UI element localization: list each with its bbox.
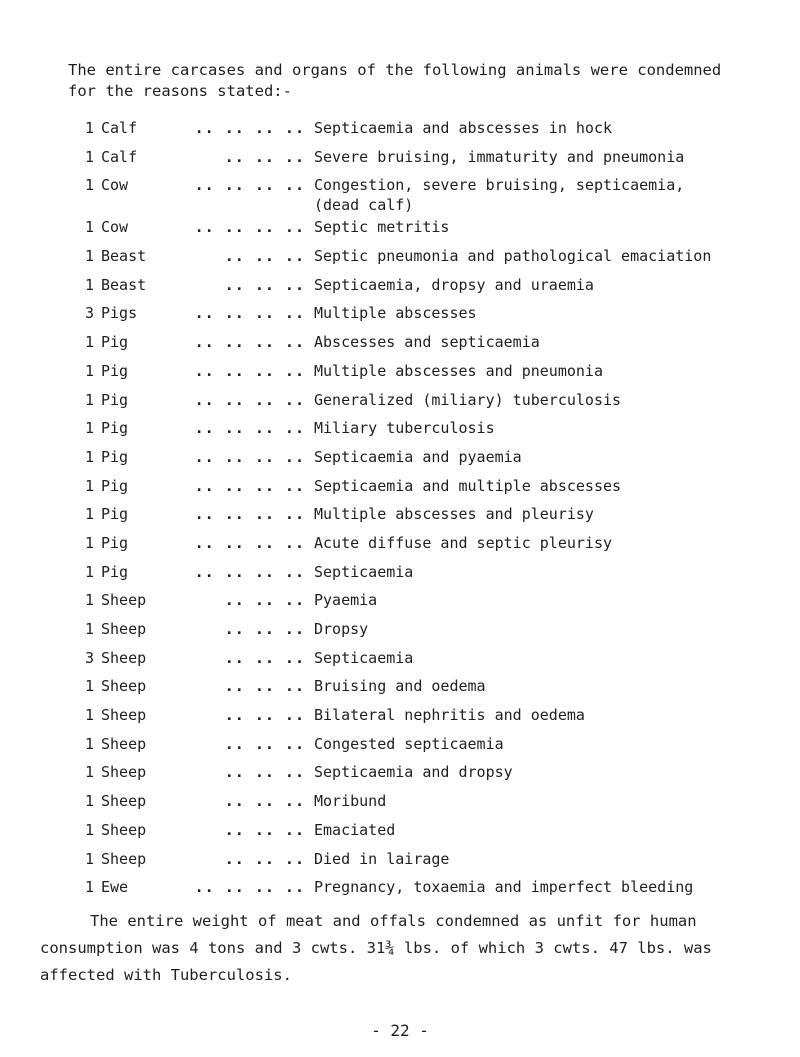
item-leader-dots: .. .. .. xyxy=(224,247,305,266)
item-leader-dots: .. .. .. xyxy=(224,706,305,725)
item-animal: Pig xyxy=(101,533,129,552)
list-item xyxy=(0,246,800,275)
item-leader-dots: .. .. .. .. xyxy=(194,119,305,137)
item-animal: Pig xyxy=(101,390,129,409)
list-item xyxy=(0,648,800,677)
item-leader-dots: .. .. .. xyxy=(224,147,305,166)
item-leader-dots: .. .. .. .. xyxy=(194,476,305,495)
item-count: 1 xyxy=(85,734,95,753)
list-item xyxy=(0,175,800,217)
list-item xyxy=(0,849,800,878)
item-animal: Calf xyxy=(101,147,138,166)
intro-paragraph xyxy=(68,60,758,102)
intro-line-2: for the reasons stated:- xyxy=(68,82,292,100)
item-count: 1 xyxy=(85,820,95,839)
item-count: 1 xyxy=(85,562,95,581)
item-leader-dots: .. .. .. xyxy=(224,820,305,839)
item-count: 1 xyxy=(85,419,95,438)
item-reason: Multiple abscesses xyxy=(314,304,477,323)
item-reason: Miliary tuberculosis xyxy=(314,419,495,438)
summary-line-2: consumption was 4 tons and 3 cwts. 31¾ lbs. of which 3 cwts. 47 lbs. was xyxy=(40,939,712,957)
item-animal: Sheep xyxy=(101,734,147,753)
item-count: 3 xyxy=(85,648,95,667)
item-animal: Pig xyxy=(101,419,129,438)
list-item xyxy=(0,275,800,304)
item-leader-dots: .. .. .. .. xyxy=(194,533,305,552)
item-count: 1 xyxy=(85,591,95,610)
item-animal: Beast xyxy=(101,247,147,266)
list-item xyxy=(0,418,800,447)
item-leader-dots: .. .. .. .. xyxy=(194,218,305,237)
item-leader-dots: .. .. .. .. xyxy=(194,361,305,380)
list-item xyxy=(0,147,800,176)
item-reason: Bruising and oedema xyxy=(314,677,486,696)
item-count: 1 xyxy=(85,247,95,266)
item-animal: Pig xyxy=(101,562,129,581)
item-leader-dots: .. .. .. xyxy=(224,620,305,638)
item-reason: Pyaemia xyxy=(314,591,378,610)
item-reason: Septicaemia and dropsy xyxy=(314,763,513,782)
summary-line-3: affected with Tuberculosis. xyxy=(40,966,292,984)
item-leader-dots: .. .. .. .. xyxy=(194,390,305,409)
item-reason: Acute diffuse and septic pleurisy xyxy=(314,533,613,552)
item-leader-dots: .. .. .. xyxy=(224,648,305,667)
item-reason: Septicaemia and pyaemia xyxy=(314,447,522,466)
list-item xyxy=(0,303,800,332)
item-animal: Sheep xyxy=(101,706,147,725)
item-count: 1 xyxy=(85,218,95,237)
list-item xyxy=(0,361,800,390)
list-item xyxy=(0,390,800,419)
item-reason: Severe bruising, immaturity and pneumonia xyxy=(314,147,685,166)
item-reason: Dropsy xyxy=(314,620,369,638)
list-item xyxy=(0,476,800,505)
item-animal: Sheep xyxy=(101,792,147,811)
list-item xyxy=(0,734,800,763)
item-leader-dots: .. .. .. .. xyxy=(194,562,305,581)
item-reason: Abscesses and septicaemia xyxy=(314,333,540,352)
summary-line-1: The entire weight of meat and offals condemned as unfit for human xyxy=(90,912,697,930)
item-animal: Pig xyxy=(101,333,129,352)
item-count: 1 xyxy=(85,620,95,638)
item-leader-dots: .. .. .. .. xyxy=(194,333,305,352)
item-count: 1 xyxy=(85,275,95,294)
item-leader-dots: .. .. .. .. xyxy=(194,176,305,195)
item-leader-dots: .. .. .. xyxy=(224,677,305,696)
item-count: 1 xyxy=(85,361,95,380)
list-item xyxy=(0,877,800,906)
item-reason: Septic metritis xyxy=(314,218,450,237)
item-reason: Multiple abscesses and pneumonia xyxy=(314,361,603,380)
item-leader-dots: .. .. .. xyxy=(224,763,305,782)
item-reason: Septicaemia and abscesses in hock xyxy=(314,119,613,137)
item-reason: Generalized (miliary) tuberculosis xyxy=(314,390,622,409)
list-item xyxy=(0,533,800,562)
item-leader-dots: .. .. .. xyxy=(224,275,305,294)
item-reason: Pregnancy, toxaemia and imperfect bleeding xyxy=(314,878,694,897)
item-leader-dots: .. .. .. .. xyxy=(194,505,305,524)
item-reason: Multiple abscesses and pleurisy xyxy=(314,505,594,524)
item-leader-dots: .. .. .. xyxy=(224,792,305,811)
list-item xyxy=(0,619,800,648)
item-count: 1 xyxy=(85,390,95,409)
intro-line-1: The entire carcases and organs of the following animals were condemned xyxy=(68,61,722,79)
item-count: 1 xyxy=(85,476,95,495)
list-item xyxy=(0,762,800,791)
item-count: 1 xyxy=(85,333,95,352)
item-count: 1 xyxy=(85,763,95,782)
item-count: 1 xyxy=(85,176,95,195)
list-item xyxy=(0,504,800,533)
list-item xyxy=(0,791,800,820)
item-animal: Sheep xyxy=(101,591,147,610)
item-count: 1 xyxy=(85,505,95,524)
item-reason: Congestion, severe bruising, septicaemia, (dead calf) xyxy=(314,176,685,215)
item-reason: Emaciated xyxy=(314,820,396,839)
list-item xyxy=(0,447,800,476)
item-count: 1 xyxy=(85,849,95,868)
item-leader-dots: .. .. .. .. xyxy=(194,878,305,897)
page-number: - 22 - xyxy=(371,1021,429,1040)
item-reason: Congested septicaemia xyxy=(314,734,504,753)
item-leader-dots: .. .. .. .. xyxy=(194,447,305,466)
item-animal: Pig xyxy=(101,476,129,495)
list-item xyxy=(0,820,800,849)
item-leader-dots: .. .. .. .. xyxy=(194,304,305,323)
item-animal: Pig xyxy=(101,361,129,380)
item-count: 1 xyxy=(85,119,95,137)
list-item xyxy=(0,676,800,705)
condemned-animals-list xyxy=(0,118,800,906)
list-item xyxy=(0,562,800,591)
item-animal: Pigs xyxy=(101,304,138,323)
item-animal: Pig xyxy=(101,505,129,524)
item-reason: Septicaemia, dropsy and uraemia xyxy=(314,275,594,294)
item-leader-dots: .. .. .. xyxy=(224,849,305,868)
item-reason: Septicaemia xyxy=(314,648,414,667)
item-count: 3 xyxy=(85,304,95,323)
item-animal: Sheep xyxy=(101,820,147,839)
item-animal: Sheep xyxy=(101,849,147,868)
item-leader-dots: .. .. .. xyxy=(224,591,305,610)
item-reason: Septic pneumonia and pathological emaciation xyxy=(314,247,712,266)
summary-paragraph xyxy=(40,908,760,989)
item-reason: Bilateral nephritis and oedema xyxy=(314,706,585,725)
list-item xyxy=(0,217,800,246)
item-count: 1 xyxy=(85,677,95,696)
item-animal: Cow xyxy=(101,218,129,237)
item-animal: Cow xyxy=(101,176,129,195)
item-count: 1 xyxy=(85,147,95,166)
item-animal: Sheep xyxy=(101,620,147,638)
item-count: 1 xyxy=(85,792,95,811)
item-reason: Septicaemia xyxy=(314,562,414,581)
item-animal: Beast xyxy=(101,275,147,294)
item-count: 1 xyxy=(85,706,95,725)
item-animal: Calf xyxy=(101,119,138,137)
item-leader-dots: .. .. .. xyxy=(224,734,305,753)
item-reason: Moribund xyxy=(314,792,387,811)
list-item xyxy=(0,118,800,147)
item-reason: Died in lairage xyxy=(314,849,450,868)
list-item xyxy=(0,332,800,361)
item-count: 1 xyxy=(85,447,95,466)
item-animal: Pig xyxy=(101,447,129,466)
item-animal: Sheep xyxy=(101,763,147,782)
list-item xyxy=(0,705,800,734)
item-reason: Septicaemia and multiple abscesses xyxy=(314,476,622,495)
item-leader-dots: .. .. .. .. xyxy=(194,419,305,438)
item-count: 1 xyxy=(85,878,95,897)
item-animal: Sheep xyxy=(101,677,147,696)
item-animal: Ewe xyxy=(101,878,129,897)
item-animal: Sheep xyxy=(101,648,147,667)
item-count: 1 xyxy=(85,533,95,552)
list-item xyxy=(0,590,800,619)
